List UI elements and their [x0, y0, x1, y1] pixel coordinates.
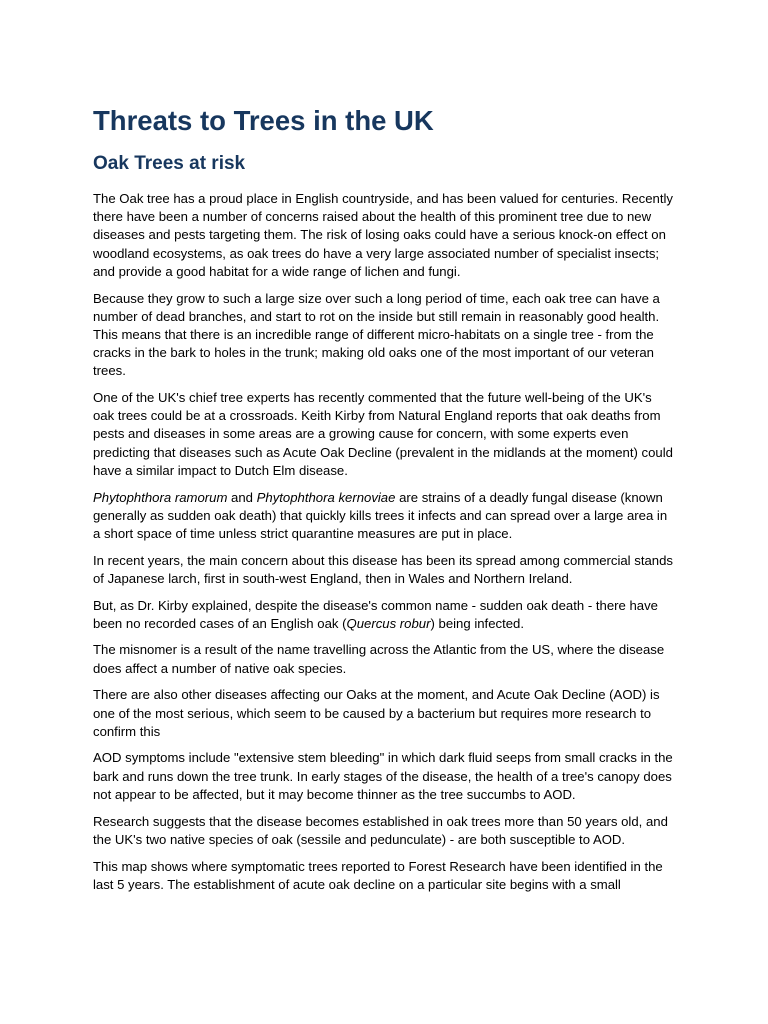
paragraph-1: The Oak tree has a proud place in English countryside, and has been valued for centuries. Recently there have been a number of concerns raised about the health of this prominent tree due to new diseases and pests targeting them. The risk of losing oaks could have a serious knock-on effect on woodland ecosystems, as oak trees do have a very large associated number of specialist insects; and provide a good habitat for a wide range of lichen and fungi. — [93, 191, 673, 279]
species-name-ramorum: Phytophthora ramorum — [93, 489, 228, 505]
page-title: Threats to Trees in the UK — [93, 105, 434, 136]
paragraph-4-joiner: and — [227, 489, 257, 505]
paragraph-4-text: are strains of a deadly fungal disease (known generally as sudden oak death) that quickly kills trees it infects and can spread over a large area in a short space of time unless strict quarantine measures are put in place. — [93, 489, 668, 541]
paragraph-4 — [93, 489, 673, 544]
paragraph-2: Because they grow to such a large size over such a long period of time, each oak tree can have a number of dead branches, and start to rot on the inside but still remain in reasonably good health. This means that there is an incredible range of different micro-habitats on a single tree - from the cracks in the bark to holes in the trunk; making old oaks one of the most important of our veteran trees. — [93, 290, 660, 379]
paragraph-3: One of the UK's chief tree experts has recently commented that the future well-being of the UK's oak trees could be at a crossroads. Keith Kirby from Natural England reports that oak deaths from pests and diseases in some areas are a growing cause for concern, with some experts even predicting that diseases such as Acute Oak Decline (prevalent in the midlands at the moment) could have a similar impact to Dutch Elm disease. — [93, 390, 673, 478]
paragraph-9: AOD symptoms include "extensive stem bleeding" in which dark fluid seeps from small cracks in the bark and runs down the tree trunk. In early stages of the disease, the health of a tree's canopy does not appear to be affected, but it may become thinner as the tree succumbs to AOD. — [93, 750, 673, 802]
section-heading: Oak Trees at risk — [93, 153, 246, 174]
paragraph-6 — [93, 597, 673, 633]
paragraph-11: This map shows where symptomatic trees reported to Forest Research have been identified in the last 5 years. The establishment of acute oak decline on a particular site begins with a small — [93, 858, 663, 892]
paragraph-7: The misnomer is a result of the name travelling across the Atlantic from the US, where the disease does affect a number of native oak species. — [93, 642, 665, 676]
paragraph-5: In recent years, the main concern about this disease has been its spread among commercial stands of Japanese larch, first in south-west England, then in Wales and Northern Ireland. — [93, 552, 673, 586]
paragraph-6-before: But, as Dr. Kirby explained, despite the disease's common name - sudden oak death - there have been no recorded cases of an English oak ( — [93, 597, 658, 631]
paragraph-10: Research suggests that the disease becomes established in oak trees more than 50 years old, and the UK's two native species of oak (sessile and pedunculate) - are both susceptible to AOD. — [93, 813, 668, 847]
document-page — [93, 104, 673, 902]
species-name-quercus-robur: Quercus robur — [346, 615, 431, 631]
paragraph-8: There are also other diseases affecting our Oaks at the moment, and Acute Oak Decline (AOD) is one of the most serious, which seem to be caused by a bacterium but requires more research to confirm this — [93, 687, 660, 739]
species-name-kernoviae: Phytophthora kernoviae — [256, 489, 396, 505]
paragraph-6-after: ) being infected. — [430, 615, 524, 631]
article-body — [93, 190, 673, 894]
